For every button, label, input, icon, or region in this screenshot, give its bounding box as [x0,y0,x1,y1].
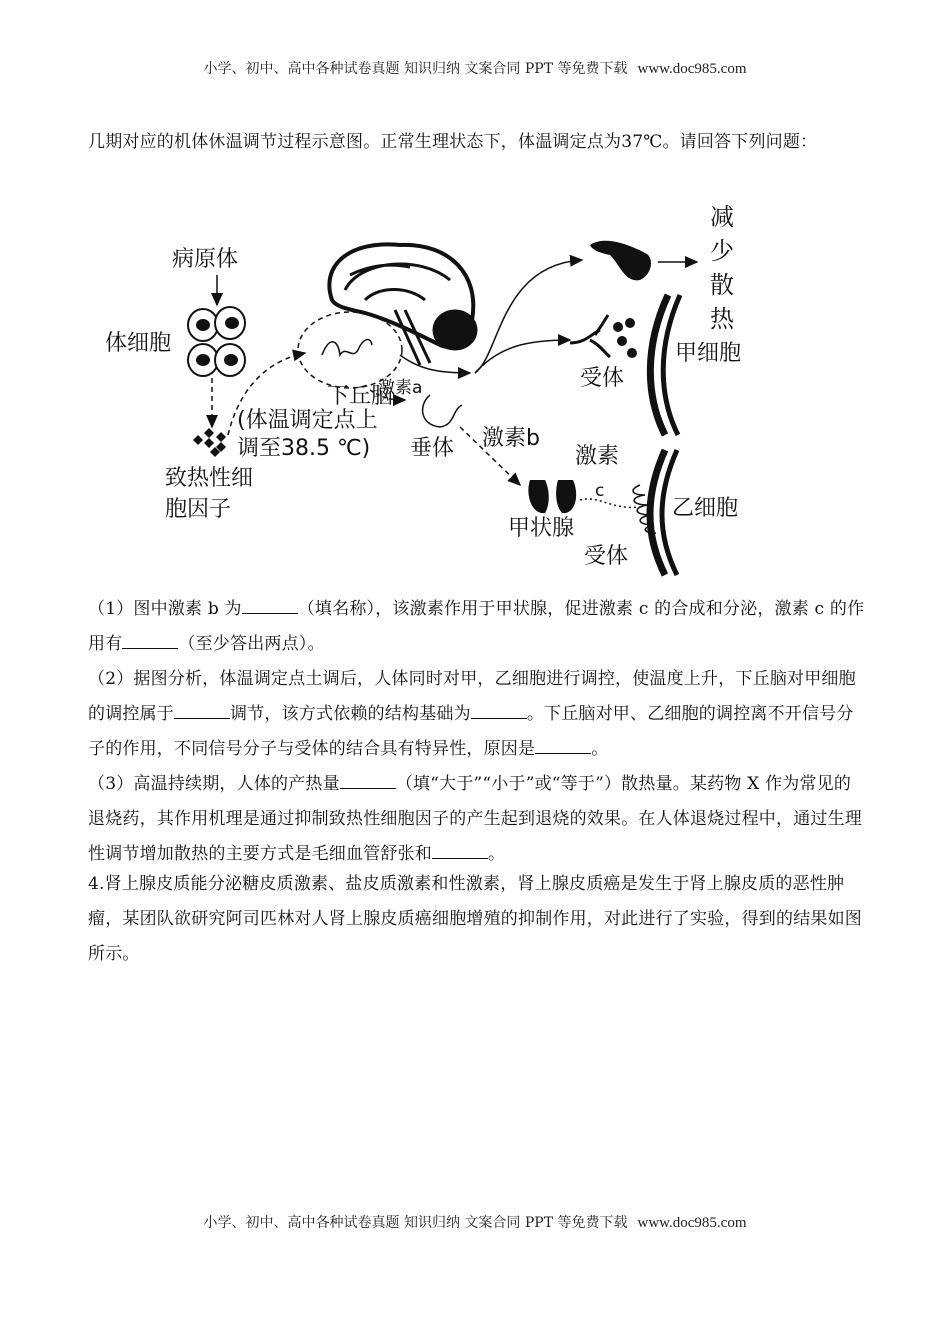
label-thyroid: 甲状腺 [508,516,575,541]
label-pathogen: 病原体 [172,247,239,272]
label-body-cells: 体细胞 [105,331,172,356]
q1-blank-1[interactable] [242,595,298,614]
q1-text-2: （填名称），该激素作用于甲状腺，促进激素 c 的合成和分泌，激素 c 的作用有 [88,599,865,654]
q2-blank-2[interactable] [471,700,527,719]
q2-text-2: 调节，该方式依赖的结构基础为 [230,704,471,724]
blood-vessel-icon [590,241,651,281]
pyrogen-icon [193,428,226,457]
q2-blank-3[interactable] [535,735,591,754]
q3-text-2: （填“大于”“小于”或“等于”）散热量。某药物 X 作为常见的退烧药，其作用机理是通过抑制致热性细胞因子的产生起到退烧的效果。在人体退烧过程中，通过生理性调节增加散热的主要方式是毛细血管舒张和 [88,774,862,864]
label-reduce-heat-loss: 减少散热 [710,203,734,333]
question-4: 4.肾上腺皮质能分泌糖皮质激素、盐皮质激素和性激素，肾上腺皮质癌是发生于肾上腺皮质的恶性肿瘤，某团队欲研究阿司匹林对人肾上腺皮质癌细胞增殖的抑制作用，对此进行了实验，得到的结果如图所示。 [88,874,862,964]
question-3 [88,767,868,872]
brain-icon [329,244,477,365]
label-cell-jia: 甲细胞 [675,341,742,366]
label-c: c [595,481,605,501]
q2-text-3: 。下丘脑对甲、乙细胞的调控离不开信号分子的作用，不同信号分子与受体的结合具有特异性，原因是 [88,704,854,759]
label-pyrogen-1: 致热性细 [165,466,254,491]
page-header [0,58,950,78]
page-footer [0,1212,950,1232]
q1-text-3: （至少答出两点）。 [178,634,325,654]
q2-text-4: 。 [591,739,609,759]
label-cell-yi: 乙细胞 [672,496,739,521]
header-url[interactable]: www.doc985.com [637,61,747,77]
label-receptor-jia: 受体 [580,366,625,391]
thyroid-icon [528,480,576,513]
q1-blank-2[interactable] [122,630,178,649]
question-1 [88,592,868,662]
label-hormone-a: 激素a [378,378,423,398]
q3-blank-2[interactable] [432,840,488,859]
question-2 [88,662,868,767]
thermoregulation-diagram [100,195,800,585]
pituitary-icon [423,395,462,427]
q1-text-1: （1）图中激素 b 为 [88,599,242,619]
label-hypothalamus: 下丘脑 [327,384,394,409]
label-pituitary: 垂体 [410,436,455,461]
q2-blank-1[interactable] [174,700,230,719]
q3-text-1: （3）高温持续期，人体的产热量 [88,774,340,794]
header-text: 小学、初中、高中各种试卷真题 知识归纳 文案合同 PPT 等免费下载 [203,61,628,77]
label-hormone-c: 激素 [575,444,620,469]
label-setpoint-2: 调至38.5 ℃) [237,436,371,461]
label-pyrogen-2: 胞因子 [165,497,232,522]
label-hormone-b: 激素b [482,426,540,451]
footer-url[interactable]: www.doc985.com [637,1215,747,1231]
intro-paragraph: 几期对应的机体休温调节过程示意图。正常生理状态下，体温调定点为37℃。请回答下列问题： [88,132,818,152]
q2-text-1: （2）据图分析，体温调定点土调后，人体同时对甲，乙细胞进行调控，使温度上升，下丘脑对甲细胞的调控属于 [88,669,856,724]
q3-text-3: 。 [488,844,506,864]
q3-blank-1[interactable] [340,770,396,789]
label-setpoint-1: (体温调定点上 [237,408,378,433]
body-cells-icon [188,307,245,376]
label-receptor-yi: 受体 [584,544,629,569]
footer-text: 小学、初中、高中各种试卷真题 知识归纳 文案合同 PPT 等免费下载 [203,1215,628,1231]
